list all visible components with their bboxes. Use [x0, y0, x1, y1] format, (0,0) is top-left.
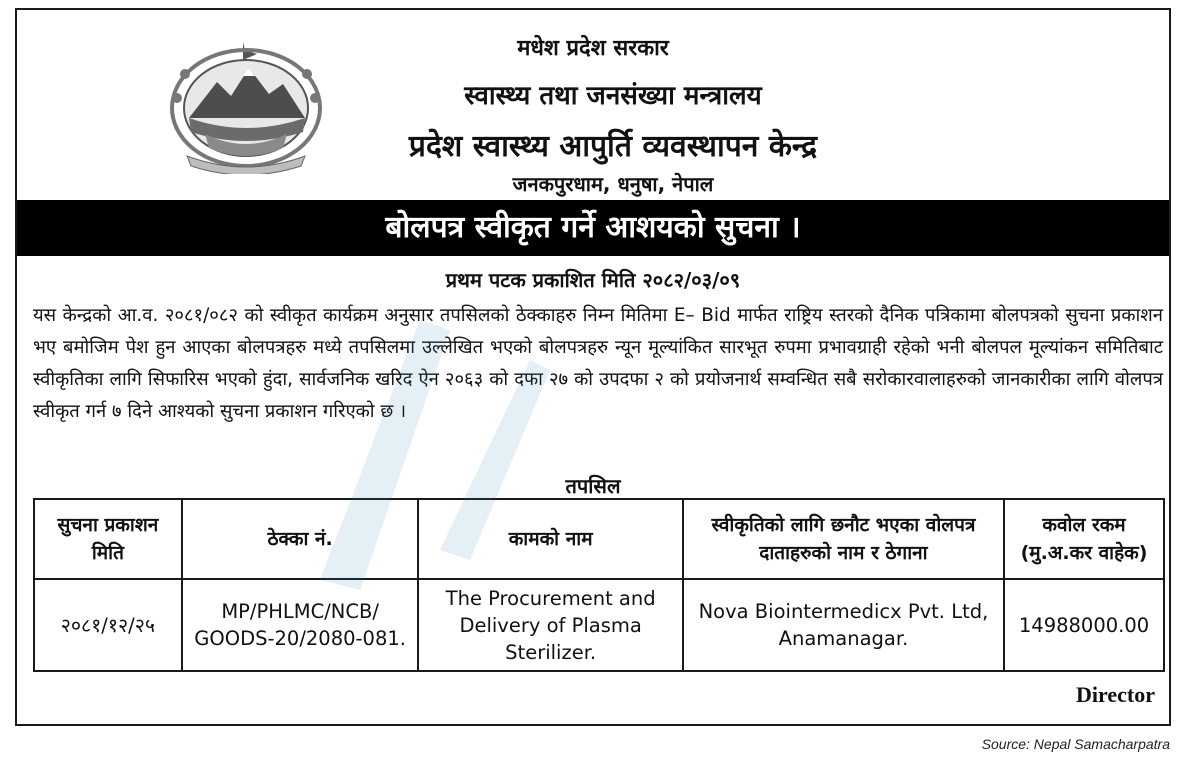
- header-publication-date: सुचना प्रकाशन मिति: [34, 499, 182, 579]
- published-date: प्रथम पटक प्रकाशित मिति २०८२/०३/०९: [445, 268, 741, 292]
- cell-date: २०८१/१२/२५: [34, 579, 182, 671]
- signatory: Director: [1076, 682, 1155, 707]
- header-bidder: स्वीकृतिको लागि छनौट भएका वोलपत्र दाताहरुको नाम र ठेगाना: [683, 499, 1004, 579]
- section-label: तपसिल: [565, 474, 621, 498]
- cell-amount: 14988000.00: [1004, 579, 1164, 671]
- notice-body: यस केन्द्रको आ.व. २०८१/०८२ को स्वीकृत कार्यक्रम अनुसार तपसिलको ठेक्काहरु निम्न मितिमा E– Bid मार्फत राष्ट्रिय स्तरको दैनिक पत्रिकामा बोलपत्रको सुचना प्रकाशन भए बमोजिम पेश हुन आएका बोलपत्रहरु मध्ये तपसिलमा उल्लेखित भएको बोलपत्रहरु न्यून मूल्यांकित सारभूत रुपमा प्रभावग्राही रहेको भनी बोलपल मूल्यांकन समितिबाट स्वीकृतिका लागि सिफारिस भएको हुंदा, सार्वजनिक खरिद ऐन २०६३ को दफा २७ को उपदफा २ को प्रयोजनार्थ सम्वन्धित सबै सरोकारवालाहरुको जानकारीका लागि वोलपत्र स्वीकृत गर्न ७ दिने आश्यको सुचना प्रकाशन गरिएको छ ।: [33, 305, 1163, 422]
- office-name: प्रदेश स्वास्थ्य आपुर्ति व्यवस्थापन केन्द्र: [408, 129, 818, 164]
- office-address: जनकपुरधाम, धनुषा, नेपाल: [512, 172, 714, 196]
- bid-table: [33, 498, 1165, 672]
- cell-contract-no: MP/PHLMC/NCB/ GOODS-20/2080-081.: [182, 579, 419, 671]
- cell-work-name: The Procurement and Delivery of Plasma Sterilizer.: [418, 579, 682, 671]
- government-name: मधेश प्रदेश सरकार: [517, 36, 669, 61]
- header-contract-no: ठेक्का नं.: [182, 499, 419, 579]
- header-amount: कवोल रकम (मु.अ.कर वाहेक): [1004, 499, 1164, 579]
- table-row: [34, 579, 1164, 671]
- ministry-name: स्वास्थ्य तथा जनसंख्या मन्त्रालय: [464, 81, 762, 111]
- source-credit: Source: Nepal Samacharpatra: [981, 736, 1170, 752]
- cell-bidder: Nova Biointermedicx Pvt. Ltd, Anamanagar.: [683, 579, 1004, 671]
- table-header-row: [34, 499, 1164, 579]
- header-work-name: कामको नाम: [418, 499, 682, 579]
- notice-title: बोलपत्र स्वीकृत गर्ने आशयको सुचना ।: [17, 200, 1169, 256]
- notice-frame: [15, 8, 1171, 726]
